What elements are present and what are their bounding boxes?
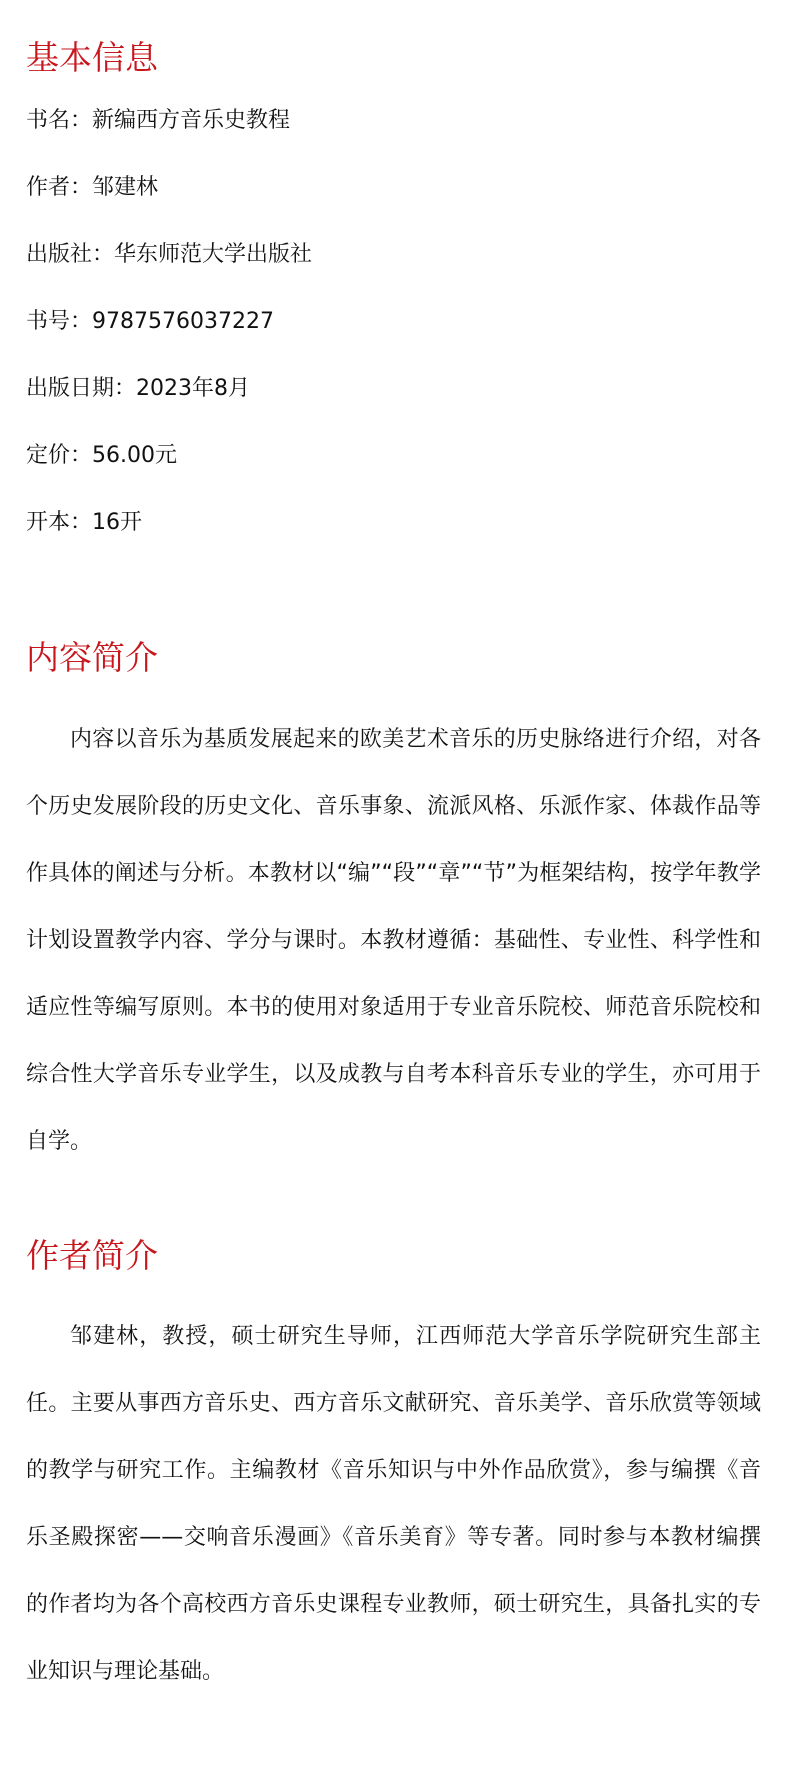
format-item: 开本：16开 (26, 510, 142, 535)
price-item: 定价：56.00元 (26, 443, 177, 468)
book-title-item: 书名：新编西方音乐史教程 (26, 108, 291, 133)
isbn-item: 书号：9787576037227 (26, 309, 274, 334)
author-intro-text: 邹建林，教授，硕士研究生导师，江西师范大学音乐学院研究生部主任。主要从事西方音乐史、西方音乐文献研究、音乐美学、音乐欣赏等领域的教学与研究工作。主编教材《音乐知识与中外作品欣赏》，参与编撰《音乐圣殿探密——交响音乐漫画》《音乐美育》等专著。同时参与本教材编撰的作者均为各个高校西方音乐史课程专业教师，硕士研究生，具备扎实的专业知识与理论基础。 (26, 1324, 761, 1684)
author-intro-heading: 作者简介 (26, 1236, 158, 1275)
basic-info-list (26, 106, 312, 575)
publish-date-item: 出版日期：2023年8月 (26, 376, 250, 401)
basic-info-heading: 基本信息 (26, 38, 158, 77)
content-summary-text: 内容以音乐为基质发展起来的欧美艺术音乐的历史脉络进行介绍，对各个历史发展阶段的历史文化、音乐事象、流派风格、乐派作家、体裁作品等作具体的阐述与分析。本教材以“编”“段”“章”“节”为框架结构，按学年教学计划设置教学内容、学分与课时。本教材遵循：基础性、专业性、科学性和适应性等编写原则。本书的使用对象适用于专业音乐院校、师范音乐院校和综合性大学音乐专业学生，以及成教与自考本科音乐专业的学生，亦可用于自学。 (26, 727, 761, 1154)
publisher-item: 出版社：华东师范大学出版社 (26, 242, 313, 267)
author-item: 作者：邹建林 (26, 175, 159, 200)
content-summary-heading: 内容简介 (26, 638, 158, 677)
